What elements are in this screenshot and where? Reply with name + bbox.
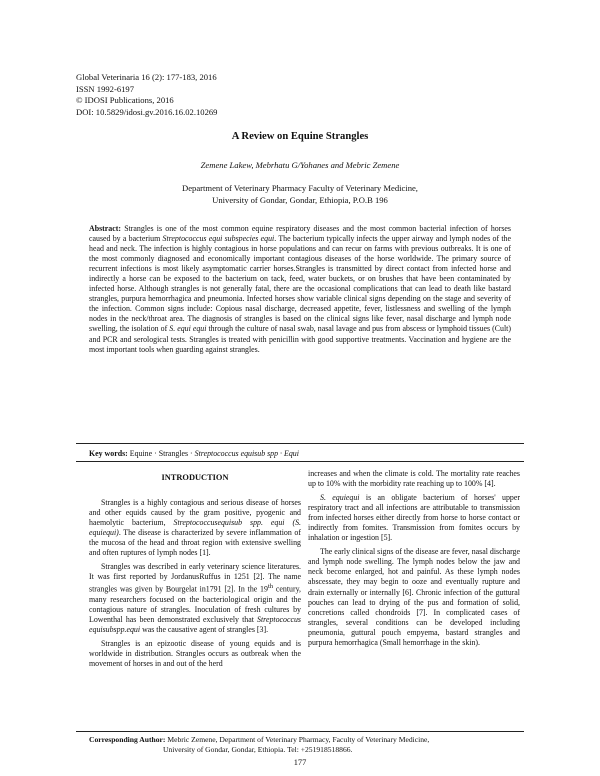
abstract	[89, 224, 511, 355]
paper-title: A Review on Equine Strangles	[231, 131, 369, 142]
intro-p2-text-c: was the causative agent of strangles [3].	[142, 625, 269, 635]
copyright: © IDOSI Publications, 2016	[76, 95, 174, 106]
keywords-plain: Equine · Strangles ·	[129, 449, 193, 458]
section-heading-introduction: INTRODUCTION	[161, 473, 229, 482]
keywords-bottom-rule	[76, 461, 524, 462]
page-number: 177	[293, 758, 307, 767]
journal-header	[76, 72, 217, 118]
keywords-italic: Streptococcus equisub spp · Equi	[194, 449, 299, 458]
intro-p2-text-b: century, many researchers focused on the bacteriological origin and the contagious nature of strangles. Inoculation of fresh cultures by Lowenthal has been demonstrated exclusively that	[89, 585, 301, 625]
right-paragraph-1: increases and when the climate is cold. The mortality rate reaches up to 10% with the morbidity rate reaching up to 100% [4].	[308, 469, 520, 489]
abstract-label: Abstract:	[89, 224, 121, 233]
intro-p1-organism: Streptococcusequisub spp. equi (S. equiequi)	[89, 518, 301, 538]
right-column	[308, 469, 520, 652]
author-list: Zemene Lakew, Mebrhatu G/Yohanes and Mebric Zemene	[200, 160, 400, 170]
intro-p2-superscript: th	[267, 583, 274, 591]
abstract-text-c: through the culture of nasal swab, nasal lavage and pus from abscess or lymphoid tissues (Cult) and PCR and serological tests. Strangles is treated with penicillin with good supportive treatments. Vaccination and hygiene are the most important tools when guarding against strangles.	[89, 324, 511, 354]
intro-paragraph-3: Strangles is an epizootic disease of young equids and is worldwide in distribution. Strangles occurs as outbreak when the movement of horses in and out of the herd	[89, 639, 301, 669]
keywords-label: Key words:	[89, 449, 128, 458]
affiliation-line-2: University of Gondar, Gondar, Ethiopia, P.O.B 196	[212, 194, 388, 205]
right-p2-organism: S. equiequi	[320, 493, 360, 503]
affiliation-line-1: Department of Veterinary Pharmacy Faculty of Veterinary Medicine,	[182, 183, 418, 193]
right-paragraph-2	[308, 493, 520, 543]
abstract-text-b: . The bacterium typically infects the upper airway and lymph nodes of the head and neck. The infection is highly contagious in horse populations and can recur on farms with previous outbreaks. It is one of the most commonly diagnosed and economically important contagious diseases of the horse worldwide. The primary source of recurrent infections is most likely asymptomatic carrier horses.Strangles is transmitted by direct contact from infected horse and indirectly a horse can be exposed to the bacterium on tack, feed, water buckets, or on brushes that have been contaminated by infected horse. Although strangles is not generally fatal, there are the occasional complications that can lead to death like bastard strangles, purpura hemorrhagica and pneumonia. Infected horses show variable clinical signs depending on the stage and severity of the infection. Common signs include: Copious nasal discharge, decreased appetite, fever, listlessness and swelling of the lymph nodes in the neck/throat area. The diagnosis of strangles is based on the clinical signs like fever, nasal discharge and lymph node swelling, the isolation of	[89, 234, 512, 334]
corresponding-author-line-2: University of Gondar, Gondar, Ethiopia. Tel: +251918518866.	[163, 745, 353, 754]
keywords	[89, 449, 511, 458]
journal-citation: Global Veterinaria 16 (2): 177-183, 2016	[76, 72, 217, 82]
footer-rule	[76, 731, 524, 732]
intro-p1-text: Strangles is a highly contagious and serious disease of horses and other equids caused by the gram positive, pyogenic and haemolytic bacterium,	[89, 498, 301, 528]
left-column	[89, 469, 301, 673]
intro-p2-text: Strangles was described in early veterinary science literatures. It was first reported by JordanusRuffus in 1251 [2]. The name strangles was given by Bourgelat in1791 [2]. In the 19	[89, 562, 301, 595]
intro-p2-organism: Streptococcus equisubspp.equi	[89, 615, 301, 635]
intro-paragraph-2	[89, 562, 301, 635]
issn: ISSN 1992-6197	[76, 83, 135, 94]
abstract-organism: Streptococcus equi subspecies equi	[162, 234, 275, 244]
abstract-organism-2: S. equi equi	[169, 324, 207, 334]
intro-p1-text-b: . The disease is characterized by severe inflammation of the mucosa of the head and throat region with extensive swelling and often ruptures of lymph nodes [1].	[89, 528, 301, 558]
corresponding-author-label: Corresponding Author:	[89, 735, 166, 744]
affiliation	[0, 183, 600, 207]
keywords-top-rule	[76, 443, 524, 444]
doi: DOI: 10.5829/idosi.gv.2016.16.02.10269	[76, 106, 218, 117]
corresponding-author-line-1: Mebric Zemene, Department of Veterinary Pharmacy, Faculty of Veterinary Medicine,	[167, 735, 430, 744]
intro-paragraph-1	[89, 498, 301, 558]
right-p2-text: is an obligate bacterium of horses' upper respiratory tract and all infections are attributable to transmission from infected horses either directly from horse to horse contact or indirectly from fomites. Transmission from fomites occurs by inhalation or ingestion [5].	[308, 493, 520, 543]
corresponding-author	[89, 735, 519, 755]
right-paragraph-3: The early clinical signs of the disease are fever, nasal discharge and lymph node swelling. The lymph nodes below the jaw and neck become enlarged, hot and painful. As these lymph nodes abscessate, they may begin to ooze and eventually rupture and drain externally or internally [6]. Chronic infection of the guttural pouches can lead to drying of the pus and formation of solid, concretions called chondroids [7]. In complicated cases of strangles, several conditions can be developed including pneumonia, guttural pouch empyema, bastard strangles and purpura hemorrhagica (Small hemorrhage in the skin).	[308, 547, 521, 647]
abstract-text-a: Strangles is one of the most common equine respiratory diseases and the most common bacterial infection of horses caused by a bacterium	[89, 224, 511, 244]
